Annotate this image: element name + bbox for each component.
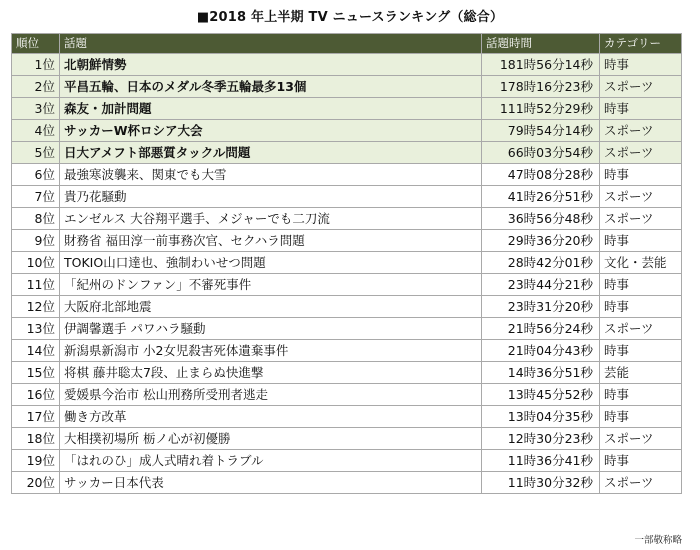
- rank-cell: 15位: [12, 362, 60, 384]
- rank-cell: 9位: [12, 230, 60, 252]
- category-cell: 時事: [600, 274, 682, 296]
- table-header-row: [12, 34, 682, 54]
- category-cell: 時事: [600, 98, 682, 120]
- time-cell: 13時04分35秒: [482, 406, 600, 428]
- table-row: [12, 362, 682, 384]
- category-cell: スポーツ: [600, 186, 682, 208]
- rank-cell: 2位: [12, 76, 60, 98]
- rank-cell: 16位: [12, 384, 60, 406]
- topic-cell: TOKIO山口達也、強制わいせつ問題: [60, 252, 482, 274]
- time-cell: 41時26分51秒: [482, 186, 600, 208]
- topic-cell: サッカーW杯ロシア大会: [60, 120, 482, 142]
- rank-cell: 7位: [12, 186, 60, 208]
- rank-cell: 6位: [12, 164, 60, 186]
- table-row: [12, 384, 682, 406]
- table-row: [12, 76, 682, 98]
- table-row: [12, 274, 682, 296]
- rank-cell: 1位: [12, 54, 60, 76]
- topic-cell: 大阪府北部地震: [60, 296, 482, 318]
- footnote: 一部敬称略: [634, 535, 682, 546]
- time-cell: 11時30分32秒: [482, 472, 600, 494]
- category-cell: 時事: [600, 450, 682, 472]
- time-cell: 111時52分29秒: [482, 98, 600, 120]
- topic-cell: 森友・加計問題: [60, 98, 482, 120]
- table-row: [12, 54, 682, 76]
- time-cell: 47時08分28秒: [482, 164, 600, 186]
- category-cell: 時事: [600, 384, 682, 406]
- header-time: 話題時間: [482, 34, 600, 54]
- rank-cell: 18位: [12, 428, 60, 450]
- topic-cell: サッカー日本代表: [60, 472, 482, 494]
- topic-cell: 働き方改革: [60, 406, 482, 428]
- topic-cell: 北朝鮮情勢: [60, 54, 482, 76]
- table-row: [12, 340, 682, 362]
- category-cell: 時事: [600, 406, 682, 428]
- time-cell: 14時36分51秒: [482, 362, 600, 384]
- category-cell: スポーツ: [600, 120, 682, 142]
- table-row: [12, 472, 682, 494]
- topic-cell: 財務省 福田淳一前事務次官、セクハラ問題: [60, 230, 482, 252]
- time-cell: 11時36分41秒: [482, 450, 600, 472]
- category-cell: スポーツ: [600, 428, 682, 450]
- table-row: [12, 318, 682, 340]
- table-row: [12, 296, 682, 318]
- rank-cell: 11位: [12, 274, 60, 296]
- rank-cell: 20位: [12, 472, 60, 494]
- time-cell: 21時56分24秒: [482, 318, 600, 340]
- category-cell: 時事: [600, 340, 682, 362]
- table-row: [12, 406, 682, 428]
- time-cell: 13時45分52秒: [482, 384, 600, 406]
- rank-cell: 4位: [12, 120, 60, 142]
- time-cell: 178時16分23秒: [482, 76, 600, 98]
- category-cell: 時事: [600, 164, 682, 186]
- category-cell: 時事: [600, 296, 682, 318]
- category-cell: 時事: [600, 230, 682, 252]
- table-row: [12, 252, 682, 274]
- time-cell: 12時30分23秒: [482, 428, 600, 450]
- topic-cell: 最強寒波襲来、関東でも大雪: [60, 164, 482, 186]
- table-row: [12, 230, 682, 252]
- topic-cell: 「紀州のドンファン」不審死事件: [60, 274, 482, 296]
- table-row: [12, 428, 682, 450]
- topic-cell: 伊調馨選手 パワハラ騒動: [60, 318, 482, 340]
- topic-cell: 新潟県新潟市 小2女児殺害死体遺棄事件: [60, 340, 482, 362]
- ranking-table: [11, 33, 682, 494]
- table-row: [12, 450, 682, 472]
- topic-cell: 将棋 藤井聡太7段、止まらぬ快進撃: [60, 362, 482, 384]
- table-row: [12, 164, 682, 186]
- header-category: カテゴリー: [600, 34, 682, 54]
- topic-cell: エンゼルス 大谷翔平選手、メジャーでも二刀流: [60, 208, 482, 230]
- category-cell: スポーツ: [600, 142, 682, 164]
- rank-cell: 14位: [12, 340, 60, 362]
- category-cell: スポーツ: [600, 472, 682, 494]
- time-cell: 29時36分20秒: [482, 230, 600, 252]
- rank-cell: 10位: [12, 252, 60, 274]
- rank-cell: 19位: [12, 450, 60, 472]
- time-cell: 66時03分54秒: [482, 142, 600, 164]
- rank-cell: 3位: [12, 98, 60, 120]
- time-cell: 23時44分21秒: [482, 274, 600, 296]
- topic-cell: 貴乃花騒動: [60, 186, 482, 208]
- time-cell: 181時56分14秒: [482, 54, 600, 76]
- time-cell: 79時54分14秒: [482, 120, 600, 142]
- header-topic: 話題: [60, 34, 482, 54]
- rank-cell: 13位: [12, 318, 60, 340]
- table-row: [12, 98, 682, 120]
- table-row: [12, 186, 682, 208]
- topic-cell: 平昌五輪、日本のメダル冬季五輪最多13個: [60, 76, 482, 98]
- category-cell: 文化・芸能: [600, 252, 682, 274]
- rank-cell: 12位: [12, 296, 60, 318]
- header-rank: 順位: [12, 34, 60, 54]
- rank-cell: 5位: [12, 142, 60, 164]
- category-cell: 時事: [600, 54, 682, 76]
- table-row: [12, 208, 682, 230]
- time-cell: 23時31分20秒: [482, 296, 600, 318]
- topic-cell: 日大アメフト部悪質タックル問題: [60, 142, 482, 164]
- category-cell: スポーツ: [600, 208, 682, 230]
- rank-cell: 17位: [12, 406, 60, 428]
- time-cell: 21時04分43秒: [482, 340, 600, 362]
- table-row: [12, 120, 682, 142]
- category-cell: 芸能: [600, 362, 682, 384]
- topic-cell: 大相撲初場所 栃ノ心が初優勝: [60, 428, 482, 450]
- page-title: ■2018 年上半期 TV ニュースランキング（総合）: [196, 10, 504, 25]
- time-cell: 36時56分48秒: [482, 208, 600, 230]
- topic-cell: 愛媛県今治市 松山刑務所受刑者逃走: [60, 384, 482, 406]
- category-cell: スポーツ: [600, 76, 682, 98]
- time-cell: 28時42分01秒: [482, 252, 600, 274]
- table-row: [12, 142, 682, 164]
- rank-cell: 8位: [12, 208, 60, 230]
- category-cell: スポーツ: [600, 318, 682, 340]
- table-body: [12, 54, 682, 494]
- topic-cell: 「はれのひ」成人式晴れ着トラブル: [60, 450, 482, 472]
